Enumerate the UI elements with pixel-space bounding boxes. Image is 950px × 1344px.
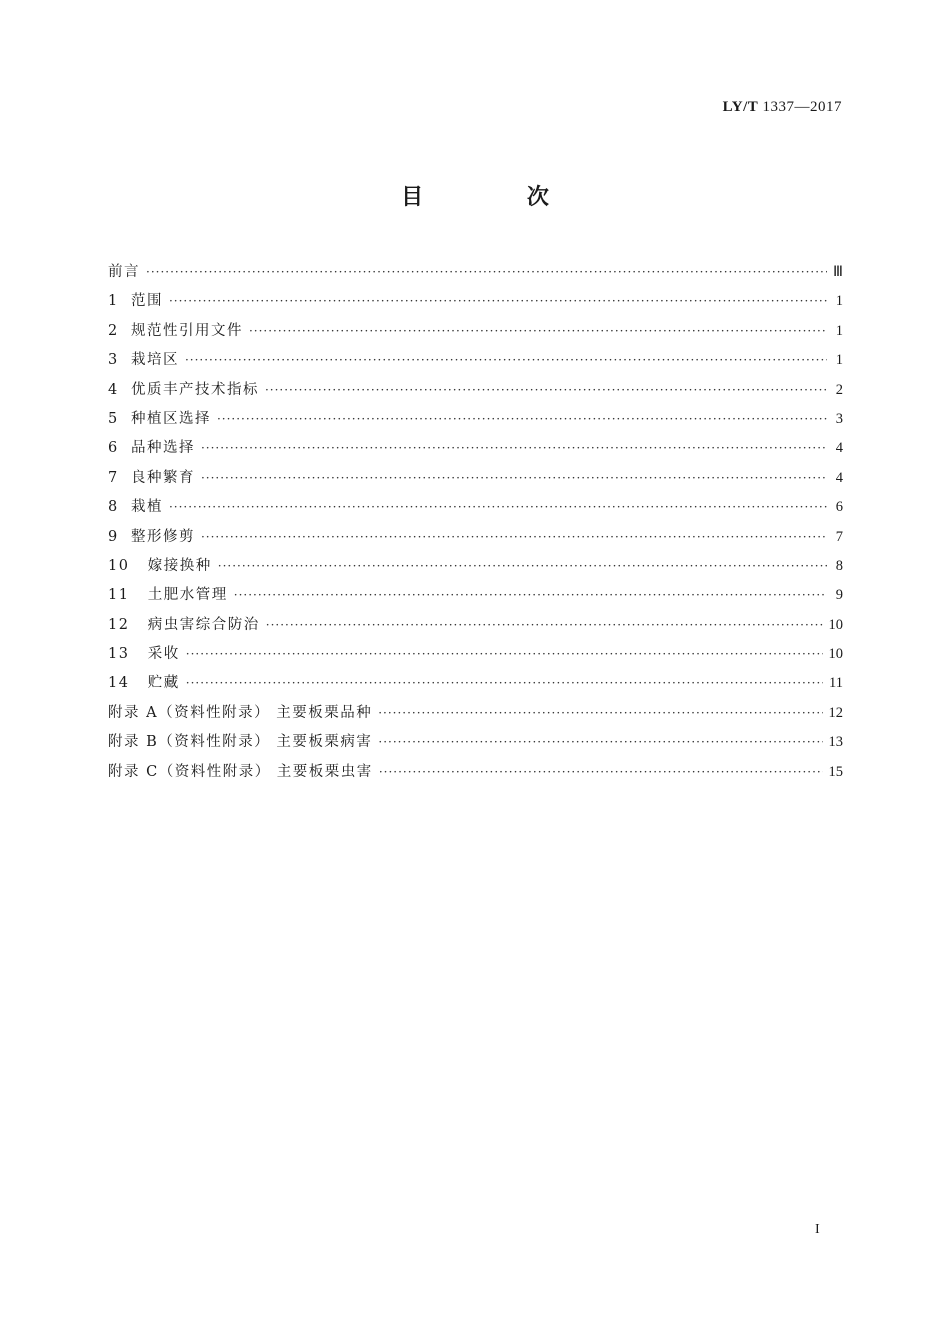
- toc-entry-text: 采收: [147, 646, 180, 663]
- toc-entry-number: 6: [108, 440, 119, 457]
- toc-entry-14[interactable]: [108, 669, 843, 698]
- toc-leader-dots: [201, 434, 827, 463]
- toc-entry-number: 1: [108, 293, 119, 310]
- toc-entry-number: 4: [108, 381, 119, 398]
- toc-entry-label: [108, 523, 195, 552]
- standard-number: 1337—2017: [762, 99, 842, 115]
- toc-entry-text: 品种选择: [130, 440, 195, 457]
- toc-leader-dots: [217, 405, 827, 434]
- toc-entry-number: 13: [108, 646, 130, 663]
- toc-entry-page: 6: [835, 499, 843, 516]
- standard-code: [723, 99, 842, 116]
- toc-entry-11[interactable]: [108, 581, 843, 610]
- toc-entry-page: 4: [835, 440, 843, 457]
- toc-entry-appendix-b[interactable]: [108, 728, 843, 757]
- toc-entry-page: 10: [828, 646, 843, 663]
- toc-entry-text: 规范性引用文件: [130, 322, 243, 339]
- toc-entry-appendix-c[interactable]: [108, 758, 843, 787]
- toc-entry-1[interactable]: [108, 287, 843, 316]
- toc-entry-label: [108, 581, 228, 610]
- toc-entry-page: Ⅲ: [833, 264, 843, 280]
- toc-entry-text: 优质丰产技术指标: [130, 381, 259, 398]
- toc-entry-appendix-a[interactable]: [108, 699, 843, 728]
- toc-entry-text: 种植区选择: [130, 410, 211, 427]
- toc-entry-page: 1: [835, 352, 843, 369]
- toc-entry-number: 9: [108, 528, 119, 545]
- toc-entry-page: 9: [835, 587, 843, 604]
- toc-entry-12[interactable]: [108, 611, 843, 640]
- toc-entry-label: [108, 640, 180, 669]
- toc-entry-page: 1: [835, 322, 843, 339]
- toc-entry-label: 附录 C（资料性附录） 主要板栗虫害: [108, 763, 373, 780]
- toc-entry-page: 15: [828, 763, 843, 780]
- toc-leader-dots: [265, 376, 827, 405]
- toc-entry-text: 贮藏: [147, 675, 180, 692]
- toc-entry-label: [108, 405, 211, 434]
- toc-entry-number: 11: [108, 587, 130, 604]
- toc-entry-13[interactable]: [108, 640, 843, 669]
- toc-entry-label: [108, 376, 259, 405]
- toc-entry-preface[interactable]: [108, 258, 843, 287]
- toc-entry-4[interactable]: [108, 376, 843, 405]
- toc-leader-dots: [234, 581, 827, 610]
- toc-leader-dots: [201, 464, 827, 493]
- toc-entry-8[interactable]: [108, 493, 843, 522]
- toc-entry-label: [108, 287, 163, 316]
- toc-entry-page: 13: [828, 734, 843, 751]
- toc-leader-dots: [169, 287, 827, 316]
- toc-entry-text: 土肥水管理: [147, 587, 228, 604]
- toc-entry-label: 附录 B（资料性附录） 主要板栗病害: [108, 734, 373, 751]
- toc-leader-dots: [169, 493, 827, 522]
- toc-entry-label: 附录 A（资料性附录） 主要板栗品种: [108, 704, 373, 721]
- toc-entry-label: [108, 552, 212, 581]
- standard-prefix: LY/T: [722, 99, 759, 115]
- toc-leader-dots: [186, 669, 823, 698]
- toc-entry-text: 良种繁育: [130, 469, 195, 486]
- toc-leader-dots: [378, 699, 822, 728]
- toc-entry-number: 3: [108, 352, 119, 369]
- toc-entry-number: 14: [108, 675, 130, 692]
- toc-entry-page: 7: [835, 528, 843, 545]
- toc-entry-7[interactable]: [108, 464, 843, 493]
- toc-leader-dots: [378, 728, 822, 757]
- page-number: I: [815, 1222, 820, 1237]
- toc-entry-text: 栽培区: [130, 352, 179, 369]
- toc-entry-page: 1: [835, 293, 843, 310]
- toc-entry-text: 范围: [130, 293, 163, 310]
- toc-entry-page: 10: [828, 616, 843, 633]
- toc-entry-5[interactable]: [108, 405, 843, 434]
- toc-entry-number: 7: [108, 469, 119, 486]
- toc-entry-number: 5: [108, 410, 119, 427]
- toc-entry-label: [108, 669, 180, 698]
- toc-entry-page: 4: [835, 469, 843, 486]
- toc-entry-10[interactable]: [108, 552, 843, 581]
- toc-entry-number: 8: [108, 499, 119, 516]
- toc-entry-3[interactable]: [108, 346, 843, 375]
- toc-entry-label: [108, 346, 179, 375]
- toc-leader-dots: [249, 317, 827, 346]
- toc-entry-number: 2: [108, 322, 119, 339]
- toc-entry-6[interactable]: [108, 434, 843, 463]
- toc-entry-label: [108, 493, 163, 522]
- toc-entry-page: 2: [835, 381, 843, 398]
- toc-entry-text: 整形修剪: [130, 528, 195, 545]
- toc-entry-2[interactable]: [108, 317, 843, 346]
- toc-entry-label: [108, 317, 243, 346]
- toc-entry-text: 病虫害综合防治: [147, 616, 260, 633]
- toc-leader-dots: [185, 346, 827, 375]
- toc-title: 目 次: [401, 185, 597, 210]
- toc-entry-number: 10: [108, 557, 130, 574]
- table-of-contents: [108, 258, 843, 787]
- toc-leader-dots: [218, 552, 827, 581]
- toc-entry-page: 11: [829, 675, 843, 692]
- toc-leader-dots: [266, 611, 823, 640]
- toc-entry-page: 3: [835, 410, 843, 427]
- toc-entry-label: [108, 611, 260, 640]
- toc-entry-page: 8: [835, 557, 843, 574]
- toc-entry-label: [108, 434, 195, 463]
- toc-entry-label: 前言: [108, 264, 140, 280]
- toc-entry-label: [108, 464, 195, 493]
- toc-entry-text: 栽植: [130, 499, 163, 516]
- toc-entry-text: 嫁接换种: [147, 557, 212, 574]
- toc-entry-page: 12: [828, 704, 843, 721]
- toc-entry-number: 12: [108, 616, 130, 633]
- toc-entry-9[interactable]: [108, 523, 843, 552]
- toc-leader-dots: [201, 523, 827, 552]
- toc-leader-dots: [379, 758, 823, 787]
- toc-leader-dots: [186, 640, 823, 669]
- toc-leader-dots: [146, 258, 827, 287]
